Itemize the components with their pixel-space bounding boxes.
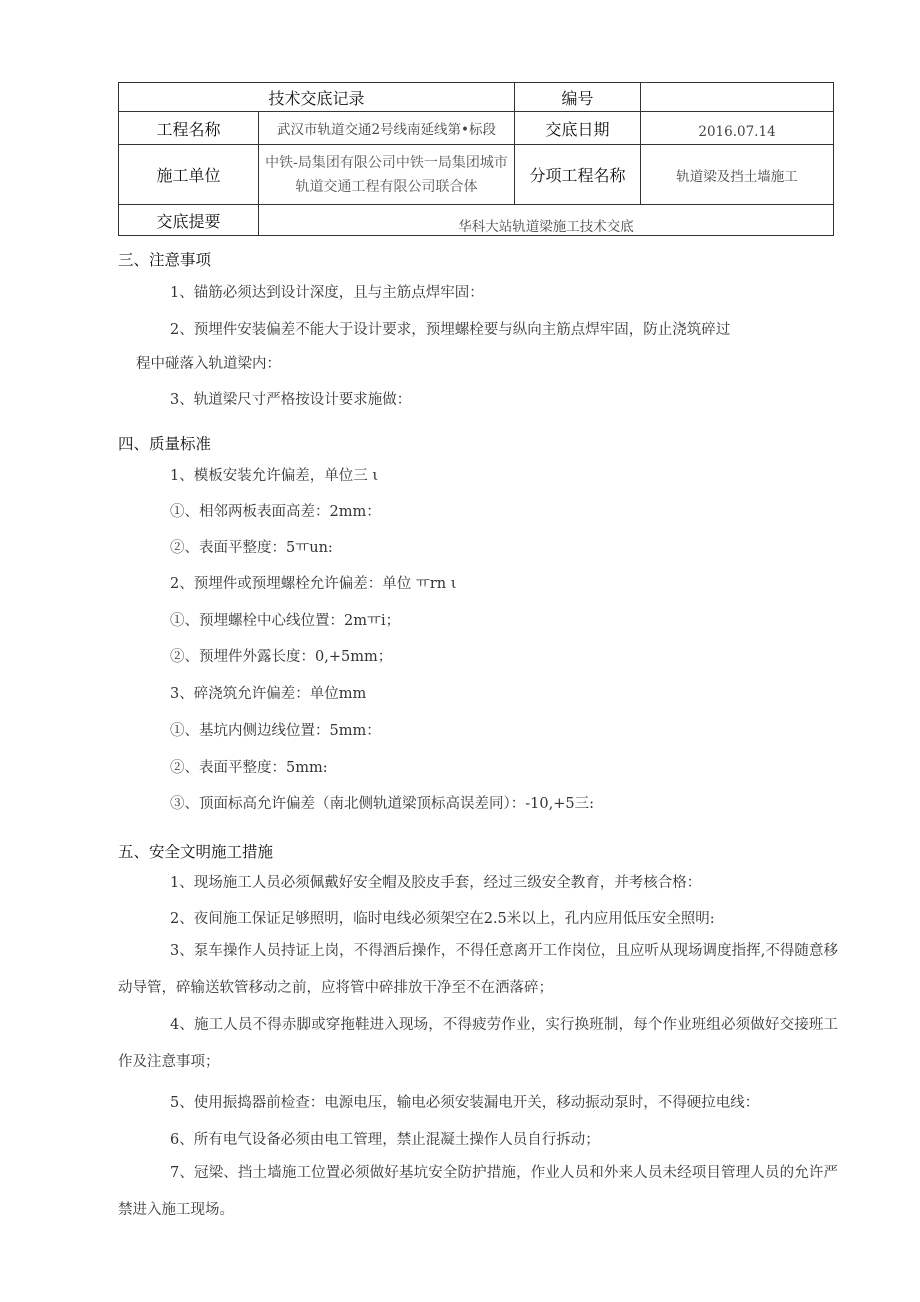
section4-item: ②、表面平整度：5ㅠun:: [170, 540, 333, 556]
project-name-value: 武汉市轨道交通2号线南延线第•标段: [259, 112, 515, 145]
section3-item-2: 2、预埋件安装偏差不能大于设计要求，预埋螺栓要与纵向主筋点焊牢固，防止浇筑碎过: [170, 322, 731, 338]
date-label: 交底日期: [515, 112, 641, 145]
section4-item: 2、预埋件或预埋螺栓允许偏差：单位 ㅠrn ι: [170, 576, 457, 592]
section3-item-3: 3、轨道梁尺寸严格按设计要求施做：: [170, 392, 412, 408]
section5-item: 4、施工人员不得赤脚或穿拖鞋进入现场，不得疲劳作业，实行换班制，每个作业班组必须做好交接班工作及注意事项；: [118, 1017, 838, 1070]
section4-item: ①、预埋螺栓中心线位置：2mㅠi；: [170, 613, 401, 629]
contractor-label: 施工单位: [119, 145, 259, 205]
contractor-value-line1: 中铁-局集团有限公司中铁一局集团城市: [265, 154, 508, 171]
date-value: 2016.07.14: [641, 112, 834, 145]
section4-item: 1、模板安装允许偏差，单位三 ι: [170, 468, 379, 484]
subproject-label: 分项工程名称: [515, 145, 641, 205]
section4-item: 3、碎浇筑允许偏差：单位mm: [170, 686, 367, 702]
section5-item: 5、使用振捣器前检查：电源电压，输电必须安装漏电开关，移动振动泵时，不得硬拉电线：: [170, 1095, 760, 1111]
section4-item: ③、顶面标高允许偏差（南北侧轨道梁顶标高误差同）：-10,+5三:: [170, 796, 594, 812]
summary-label: 交底提要: [119, 205, 259, 236]
section4-item: ①、相邻两板表面高差：2mm：: [170, 504, 381, 520]
section3-heading: 三、注意事项: [118, 251, 212, 269]
contractor-value: [259, 145, 515, 205]
number-value: [641, 83, 834, 112]
section3-item-2-cont: 程中碰落入轨道梁内：: [136, 356, 281, 372]
section5-item: 6、所有电气设备必须由电工管理，禁止混凝土操作人员自行拆动；: [170, 1132, 600, 1148]
section5-item: 3、泵车操作人员持证上岗，不得酒后操作，不得任意离开工作岗位，且应听从现场调度指挥,不得随意移动导管，碎输送软管移动之前，应将管中碎排放干净至不在洒落碎；: [118, 943, 838, 996]
project-name-label: 工程名称: [119, 112, 259, 145]
contractor-value-line2: 轨道交通工程有限公司联合体: [295, 178, 478, 195]
header-table: [118, 82, 834, 236]
section4-item: ①、基坑内侧边线位置：5mm：: [170, 723, 381, 739]
section5-item: 2、夜间施工保证足够照明，临时电线必须架空在2.5米以上，孔内应用低压安全照明:: [170, 911, 715, 927]
summary-value: 华科大站轨道梁施工技术交底: [259, 205, 834, 236]
record-title: 技术交底记录: [119, 83, 515, 112]
section3-item-1: 1、锚筋必须达到设计深度，且与主筋点焊牢固：: [170, 285, 484, 301]
section4-item: ②、预埋件外露长度：0,+5mm；: [170, 649, 393, 665]
section4-heading: 四、质量标准: [118, 435, 212, 453]
section5-heading: 五、安全文明施工措施: [118, 843, 274, 861]
section5-item: 1、现场施工人员必须佩戴好安全帽及胶皮手套，经过三级安全教育，并考核合格：: [170, 875, 702, 891]
section4-item: ②、表面平整度：5mm:: [170, 760, 328, 776]
section5-item: 7、冠梁、挡土墙施工位置必须做好基坑安全防护措施，作业人员和外来人员未经项目管理人员的允许严禁进入施工现场。: [118, 1165, 838, 1218]
number-label: 编号: [515, 83, 641, 112]
subproject-value: 轨道梁及挡土墙施工: [641, 145, 834, 205]
